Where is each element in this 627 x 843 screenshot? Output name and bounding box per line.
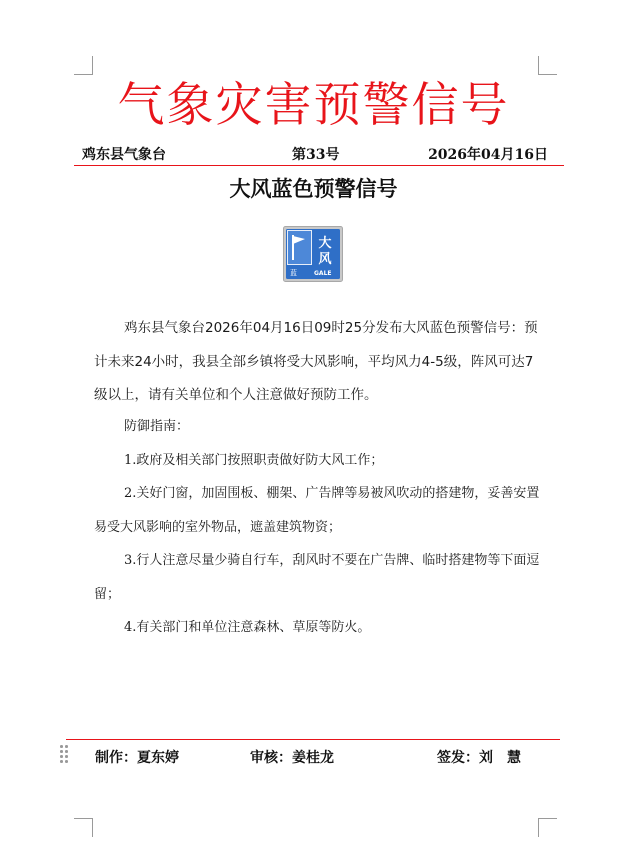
header-divider: [74, 165, 564, 166]
document-header: [82, 145, 552, 165]
document-title: 气象灾害预警信号: [117, 78, 510, 133]
header-date: 2026年04月16日: [428, 147, 548, 163]
footer-divider: [66, 739, 560, 740]
gale-blue-warning-icon: [283, 226, 343, 282]
table-drag-handle[interactable]: [60, 745, 70, 765]
icon-text-main-2: 风: [318, 252, 332, 267]
guidance-item: 2.关好门窗，加固围板、棚架、广告牌等易被风吹动的搭建物，妥善安置易受大风影响的室外物品，遮盖建筑物资；: [94, 486, 540, 535]
guidance-heading: 防御指南：: [124, 419, 190, 434]
crop-mark-bottom-left: [74, 818, 93, 837]
icon-text-en: GALE: [314, 270, 332, 277]
header-issuer: 鸡东县气象台: [82, 147, 166, 163]
warning-paragraph: 鸡东县气象台2026年04月16日09时25分发布大风蓝色预警信号：预计未来24小时，我县全部乡镇将受大风影响，平均风力4-5级，阵风可达7级以上，请有关单位和个人注意做好预防工作。: [94, 320, 538, 403]
guidance-item: 1.政府及相关部门按照职责做好防大风工作；: [124, 452, 384, 468]
signal-title: 大风蓝色预警信号: [229, 176, 398, 201]
defense-guidance: [94, 410, 540, 645]
crop-mark-bottom-right: [538, 818, 557, 837]
footer-reviewer: 审核：姜桂龙: [250, 750, 334, 766]
warning-body: [94, 312, 540, 413]
document-footer: [95, 746, 535, 770]
guidance-item: 4.有关部门和单位注意森林、草原等防火。: [124, 620, 371, 635]
footer-maker: 制作：夏东婷: [95, 750, 179, 766]
crop-mark-top-right: [538, 56, 557, 75]
icon-text-main-1: 大: [318, 236, 332, 251]
header-serial-number: 第33号: [292, 147, 340, 163]
icon-text-cn-small: 蓝: [290, 269, 297, 277]
crop-mark-top-left: [74, 56, 93, 75]
guidance-item: 3.行人注意尽量少骑自行车，刮风时不要在广告牌、临时搭建物等下面逗留；: [94, 553, 540, 602]
footer-issuer: 签发：刘 慧: [437, 750, 521, 766]
